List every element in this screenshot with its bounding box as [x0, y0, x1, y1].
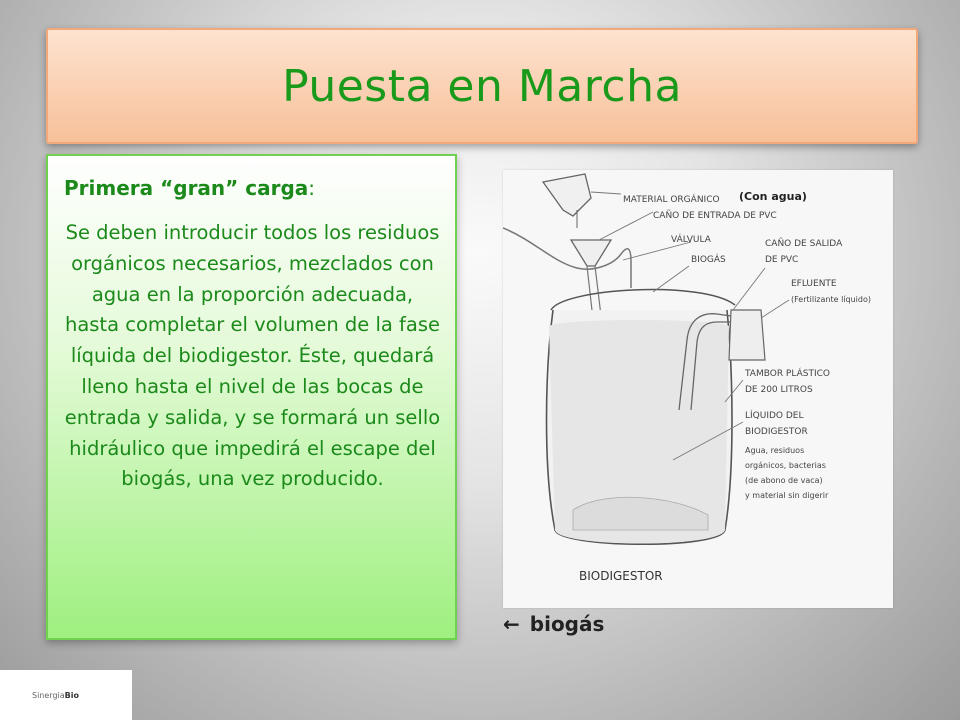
label-liquido-2: BIODIGESTOR	[745, 427, 808, 437]
section-heading	[64, 176, 441, 200]
logo-text: Sinergia	[32, 690, 65, 700]
text-box	[46, 154, 457, 640]
body-paragraph: Se deben introducir todos los residuos orgánicos necesarios, mezclados con agua en la proporción adecuada, hasta completar el volumen de la fase líquida del biodigestor. Éste, quedará lleno hasta el nivel de las bocas de entrada y salida, y se formará un sello hidráulico que impedirá el escape del biogás, una vez producido.	[64, 221, 441, 491]
effluent-container	[729, 310, 765, 360]
section-heading-text: Primera “gran” carga	[64, 176, 309, 200]
label-material-1: MATERIAL ORGÁNICO	[623, 195, 720, 205]
inlet-funnel	[571, 240, 611, 266]
label-tambor-2: DE 200 LITROS	[745, 385, 813, 395]
logo-bold: Bio	[64, 690, 79, 700]
figure-caption	[503, 612, 604, 636]
title-box	[46, 28, 918, 144]
arrow-left-icon: ←	[503, 612, 520, 636]
slide-title: Puesta en Marcha	[282, 60, 682, 112]
caption-text: biogás	[529, 612, 605, 636]
label-cano-entrada: CAÑO DE ENTRADA DE PVC	[653, 211, 777, 221]
material-hopper	[543, 174, 591, 228]
label-liquido-1: LÍQUIDO DEL	[745, 411, 804, 421]
label-valvula-2: BIOGÁS	[691, 255, 726, 265]
label-cano-salida-2: DE PVC	[765, 255, 799, 265]
label-material-2: (Con agua)	[739, 190, 807, 203]
sinergia-bio-logo	[32, 691, 79, 700]
drum-lid	[551, 290, 735, 310]
section-heading-colon: :	[308, 176, 316, 200]
biodigestor-drawing	[503, 170, 893, 608]
diagram-name: BIODIGESTOR	[579, 569, 663, 583]
logo-box	[0, 670, 132, 720]
label-cano-salida-1: CAÑO DE SALIDA	[765, 239, 843, 249]
label-liquido-6: y material sin digerir	[745, 491, 829, 500]
biodigestor-diagram	[503, 170, 893, 608]
label-valvula-1: VÁLVULA	[671, 235, 711, 245]
label-liquido-5: (de abono de vaca)	[745, 476, 823, 485]
label-efluente-2: (Fertilizante líquido)	[791, 295, 871, 304]
label-liquido-4: orgánicos, bacterias	[745, 461, 826, 470]
label-tambor-1: TAMBOR PLÁSTICO	[745, 369, 830, 379]
label-efluente-1: EFLUENTE	[791, 279, 837, 289]
biogas-hose	[503, 228, 631, 288]
label-liquido-3: Agua, residuos	[745, 446, 805, 455]
